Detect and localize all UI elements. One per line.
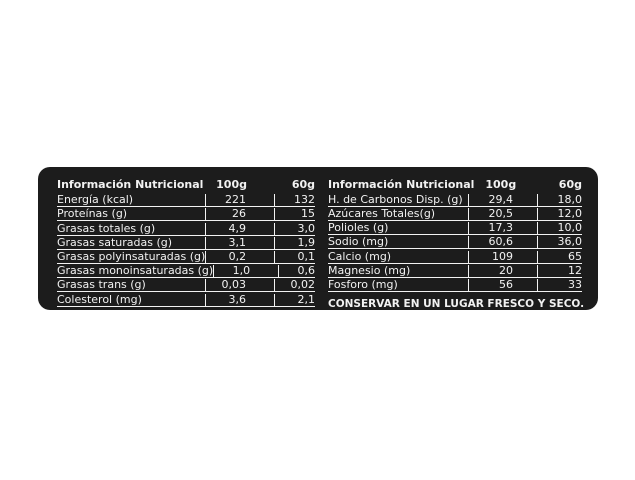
nutrition-table-right [328, 176, 585, 310]
value-100g: 17,3 [468, 222, 513, 234]
value-100g: 3,6 [205, 294, 246, 306]
value-100g: 0,2 [205, 251, 246, 263]
nutrient-name: Sodio (mg) [328, 235, 389, 249]
nutrition-table-left [57, 176, 315, 310]
value-60g: 12,0 [537, 208, 582, 220]
value-100g: 20 [468, 265, 513, 277]
nutrient-name: Colesterol (mg) [57, 292, 142, 306]
table-row [328, 207, 582, 221]
value-60g: 33 [537, 279, 582, 291]
nutrient-name: Azúcares Totales(g) [328, 207, 436, 221]
value-60g: 36,0 [537, 236, 582, 248]
value-60g: 3,0 [274, 223, 315, 235]
value-100g: 29,4 [468, 194, 513, 206]
nutrient-name: Polioles (g) [328, 221, 389, 235]
value-60g: 2,1 [274, 294, 315, 306]
nutrient-name: Fosforo (mg) [328, 278, 398, 291]
value-100g: 60,6 [468, 236, 513, 248]
nutrient-name: Grasas saturadas (g) [57, 235, 173, 249]
storage-note: CONSERVAR EN UN LUGAR FRESCO Y SECO. [328, 298, 585, 310]
table-row [328, 249, 582, 263]
table-header [328, 176, 582, 191]
value-100g: 56 [468, 279, 513, 291]
value-100g: 221 [205, 194, 246, 206]
table-row [328, 264, 582, 278]
table-row [57, 264, 315, 278]
table-row [57, 250, 315, 264]
value-100g: 26 [205, 208, 246, 220]
value-100g: 3,1 [205, 237, 246, 249]
value-60g: 0,6 [278, 265, 315, 277]
nutrient-name: Grasas polyinsaturadas (g) [57, 249, 206, 263]
nutrient-name: Grasas totales (g) [57, 221, 156, 235]
nutrient-name: Energía (kcal) [57, 193, 134, 207]
value-100g: 1,0 [213, 265, 250, 277]
table-row [328, 235, 582, 249]
table-row [57, 207, 315, 221]
value-60g: 18,0 [537, 194, 582, 206]
value-60g: 0,02 [274, 279, 315, 291]
nutrient-name: Calcio (mg) [328, 249, 392, 263]
table-row [328, 278, 582, 292]
value-60g: 132 [274, 194, 315, 206]
value-100g: 4,9 [205, 223, 246, 235]
table-row [57, 193, 315, 207]
nutrient-name: Grasas monoinsaturadas (g) [57, 264, 214, 278]
value-60g: 1,9 [274, 237, 315, 249]
table-row [328, 221, 582, 235]
value-100g: 0,03 [205, 279, 246, 291]
nutrient-name: H. de Carbonos Disp. (g) [328, 192, 463, 206]
value-60g: 12 [537, 265, 582, 277]
nutrient-name: Proteínas (g) [57, 207, 128, 221]
table-row [57, 236, 315, 250]
table-row [57, 292, 315, 306]
table-row [57, 221, 315, 235]
header-title: Información Nutricional [57, 178, 204, 191]
value-100g: 109 [468, 251, 513, 263]
value-60g: 15 [274, 208, 315, 220]
nutrition-facts-panel [38, 167, 598, 310]
table-row [57, 278, 315, 292]
value-60g: 0,1 [274, 251, 315, 263]
value-60g: 10,0 [537, 222, 582, 234]
table-row [328, 193, 582, 207]
header-100g: 100g [216, 178, 247, 191]
header-60g: 60g [558, 177, 582, 191]
header-60g: 60g [291, 178, 315, 191]
header-title: Información Nutricional [328, 177, 475, 191]
table-header [57, 176, 315, 191]
nutrient-name: Grasas trans (g) [57, 278, 146, 292]
value-60g: 65 [537, 251, 582, 263]
header-100g: 100g [485, 177, 517, 191]
nutrient-name: Magnesio (mg) [328, 263, 411, 277]
value-100g: 20,5 [468, 208, 513, 220]
